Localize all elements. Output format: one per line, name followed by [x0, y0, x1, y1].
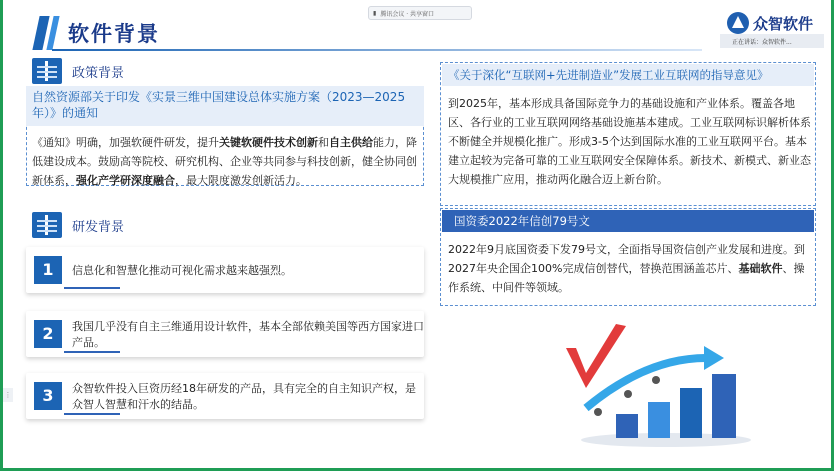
item-number-badge: 3	[34, 382, 62, 410]
item-number-badge: 1	[34, 256, 62, 284]
research-heading-label: 研发背景	[72, 219, 125, 235]
opinion-body-text: 到2025年，基本形成具备国际竞争力的基础设施和产业体系。覆盖各地区、各行业的工业互联网网络基础设施基本建成。工业互联网标识解析体系不断健全并规模化推广。形成3-5个达到国际水准的工业互联网平台。基本建立起较为完备可靠的工业互联网安全保障体系。新技术、新模式、新业态大规模推广应用，推动两化融合迈上新台阶。	[448, 97, 811, 186]
figure-head	[594, 408, 602, 416]
bar-4	[712, 374, 736, 438]
sasac-title: 国资委2022年信创79号文	[442, 210, 814, 232]
meeting-share-text: 腾讯会议 · 共享窗口	[380, 10, 435, 18]
signal-icon: ▮	[373, 9, 377, 17]
book-icon	[32, 58, 62, 84]
opinion-title: 《关于深化“互联网+先进制造业”发展工业互联网的指导意见》	[442, 64, 814, 86]
item-text: 我国几乎没有自主三维通用设计软件，基本全部依赖美国等西方国家进口产品。	[72, 320, 424, 349]
book-icon	[32, 212, 62, 238]
policy-heading-label: 政策背景	[72, 65, 125, 81]
logo-text: 众智软件	[753, 14, 814, 33]
item-underline	[64, 351, 120, 353]
research-item-2	[26, 311, 424, 357]
policy-section-heading	[32, 58, 124, 84]
sasac-body-text: 2022年9月底国资委下发79号文，全面指导国资信创产业发展和进度。到2027年央企国企100%完成信创替代，替换范围涵盖芯片、基础软件、操作系统、中间件等领域。	[448, 243, 805, 294]
company-logo	[727, 12, 813, 34]
item-underline	[64, 287, 120, 289]
policy-body-text: 《通知》明确，加强软硬件研发，提升关键软硬件技术创新和自主供给能力，降低建设成本。鼓励高等院校、研究机构、企业等共同参与科技创新，健全协同创新体系，强化产学研深度融合，最大限度激发创新活力。	[32, 136, 417, 187]
item-text: 信息化和智慧化推动可视化需求越来越强烈。	[72, 264, 292, 277]
bar-3	[680, 388, 702, 438]
figure-head	[652, 376, 660, 384]
item-text: 众智软件投入巨资历经18年研发的产品，具有完全的自主知识产权，是众智人智慧和汗水的结晶。	[72, 382, 416, 411]
side-collapse-handle[interactable]: ⋮	[3, 388, 13, 402]
item-underline	[64, 413, 120, 415]
speaking-notice: 正在讲话：众智软件...	[720, 34, 824, 48]
logo-mark-icon	[727, 12, 749, 34]
page-title: 软件背景	[68, 22, 160, 46]
policy-notice-title: 自然资源部关于印发《实景三维中国建设总体实施方案（2023—2025年）》的通知	[26, 86, 424, 126]
figure-head	[624, 390, 632, 398]
bar-1	[616, 414, 638, 438]
checkmark-icon	[566, 324, 626, 388]
bar-2	[648, 402, 670, 438]
meeting-share-bar[interactable]	[368, 6, 472, 20]
arrow-head-icon	[704, 346, 724, 370]
growth-illustration	[556, 318, 756, 448]
research-item-1	[26, 247, 424, 293]
research-section-heading	[32, 212, 124, 238]
item-number-badge: 2	[34, 320, 62, 348]
title-underline	[52, 49, 702, 51]
research-item-3	[26, 373, 424, 419]
